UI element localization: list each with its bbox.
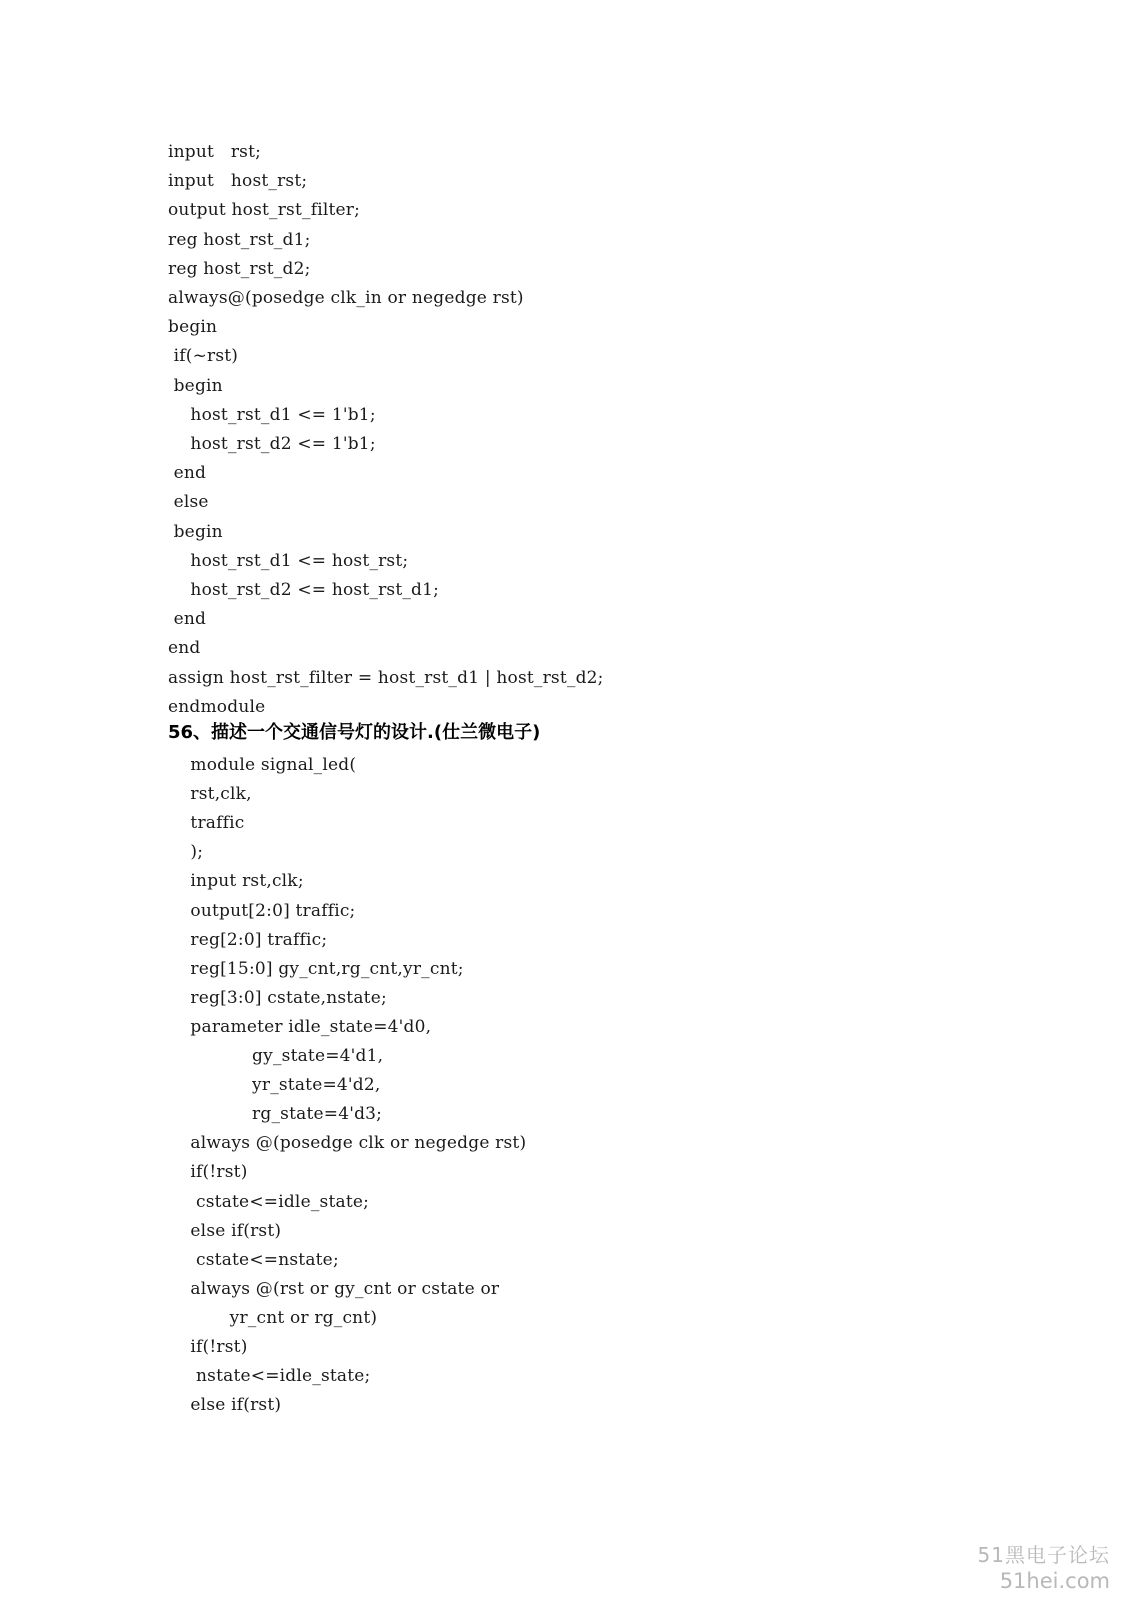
section-heading: 56、描述一个交通信号灯的设计.(仕兰微电子) <box>168 722 541 743</box>
code-line: endmodule <box>168 697 266 717</box>
code-line: end <box>168 609 207 629</box>
code-line: parameter idle_state=4'd0, <box>168 1017 432 1037</box>
code-line: output host_rst_filter; <box>168 200 361 220</box>
code-line: end <box>168 638 201 658</box>
code-line: host_rst_d1 <= host_rst; <box>168 551 409 571</box>
code-line: yr_state=4'd2, <box>168 1075 381 1095</box>
code-line: always @(rst or gy_cnt or cstate or <box>168 1279 500 1299</box>
watermark <box>978 1542 1110 1594</box>
code-line: reg[3:0] cstate,nstate; <box>168 988 387 1008</box>
code-line: rg_state=4'd3; <box>168 1104 383 1124</box>
code-line: else if(rst) <box>168 1221 282 1241</box>
code-line: cstate<=nstate; <box>168 1250 339 1270</box>
code-line: begin <box>168 522 223 542</box>
code-line: host_rst_d2 <= 1'b1; <box>168 434 376 454</box>
code-line: output[2:0] traffic; <box>168 901 356 921</box>
code-line: always@(posedge clk_in or negedge rst) <box>168 288 524 308</box>
code-line: reg[15:0] gy_cnt,rg_cnt,yr_cnt; <box>168 959 464 979</box>
code-line: always @(posedge clk or negedge rst) <box>168 1133 527 1153</box>
watermark-site-name: 51黑电子论坛 <box>977 1543 1110 1567</box>
code-line: if(!rst) <box>168 1162 248 1182</box>
code-line: assign host_rst_filter = host_rst_d1 | host_rst_d2; <box>168 668 604 688</box>
code-line: begin <box>168 376 223 396</box>
code-line: cstate<=idle_state; <box>168 1192 370 1212</box>
code-line: rst,clk, <box>168 784 252 804</box>
code-line: host_rst_d1 <= 1'b1; <box>168 405 376 425</box>
code-line: nstate<=idle_state; <box>168 1366 371 1386</box>
code-line: reg host_rst_d1; <box>168 230 311 250</box>
watermark-url: 51hei.com <box>999 1569 1110 1593</box>
code-line: input rst,clk; <box>168 871 304 891</box>
code-line: host_rst_d2 <= host_rst_d1; <box>168 580 440 600</box>
code-line: module signal_led( <box>168 755 357 775</box>
code-line: if(~rst) <box>168 346 239 366</box>
code-line: traffic <box>168 813 245 833</box>
code-line: reg[2:0] traffic; <box>168 930 328 950</box>
code-line: reg host_rst_d2; <box>168 259 311 279</box>
code-line: gy_state=4'd1, <box>168 1046 384 1066</box>
code-line: yr_cnt or rg_cnt) <box>168 1308 378 1328</box>
code-line: input host_rst; <box>168 171 308 191</box>
code-line: begin <box>168 317 218 337</box>
code-line: else <box>168 492 209 512</box>
code-line: input rst; <box>168 142 262 162</box>
code-line: end <box>168 463 207 483</box>
code-line: if(!rst) <box>168 1337 248 1357</box>
code-line: else if(rst) <box>168 1395 282 1415</box>
code-line: ); <box>168 842 204 862</box>
